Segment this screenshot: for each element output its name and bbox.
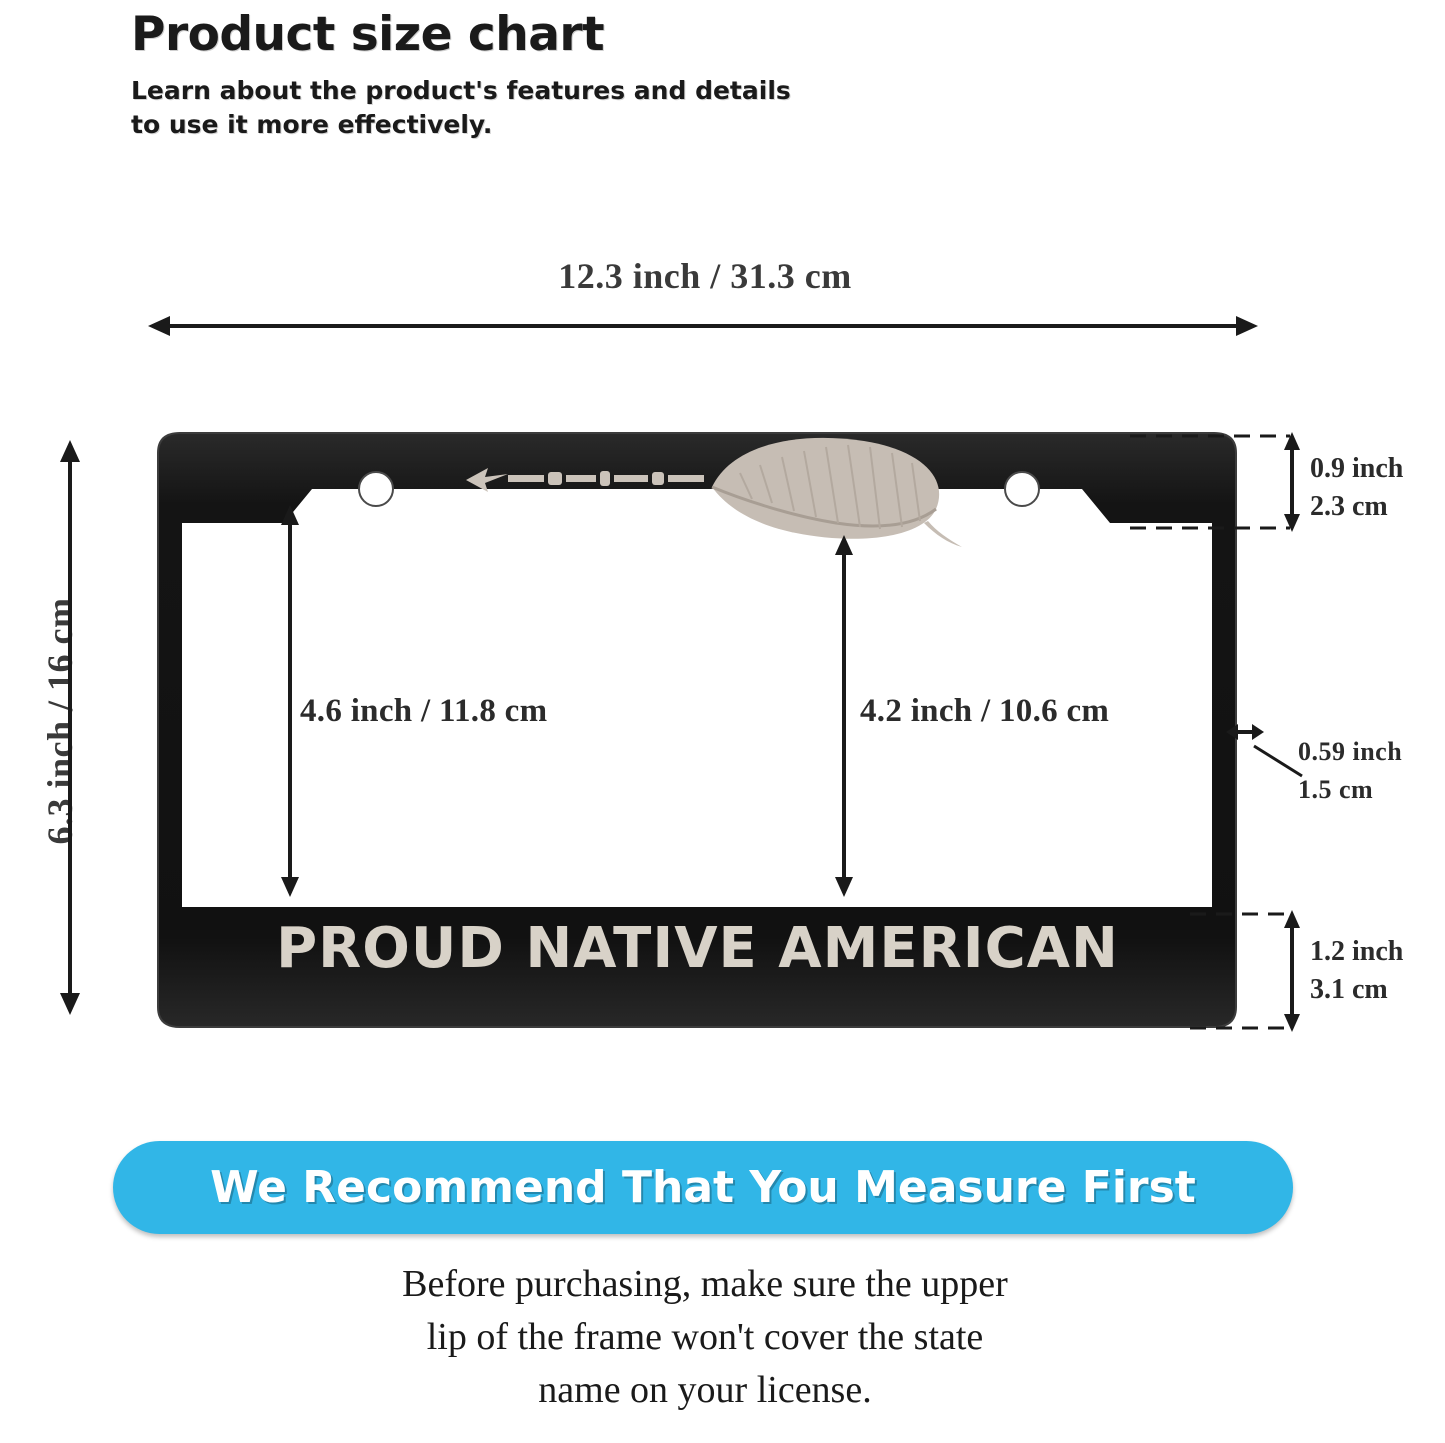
measure-first-banner: [113, 1141, 1293, 1234]
page-title: Product size chart: [131, 7, 605, 62]
bottom-lip-inch: 1.2 inch: [1310, 936, 1404, 967]
plate-slogan-text: PROUD NATIVE AMERICAN: [276, 916, 1119, 981]
page-subtitle: [131, 74, 1131, 142]
measure-first-banner-text: We Recommend That You Measure First: [210, 1162, 1196, 1213]
purchase-note: [150, 1258, 1260, 1417]
bottom-lip-callout: [1310, 933, 1403, 1009]
side-rail-callout: [1298, 733, 1402, 809]
page-subtitle-line-1: Learn about the product's features and details: [131, 76, 791, 105]
header: [131, 0, 1131, 142]
overall-height-arrow-icon: [57, 440, 83, 1015]
top-lip-callout: [1310, 450, 1403, 526]
overall-height-label: 6.3 inch / 16 cm: [40, 597, 80, 845]
purchase-note-line-2: lip of the frame won't cover the state: [426, 1316, 984, 1358]
purchase-note-line-3: name on your license.: [538, 1369, 872, 1411]
inner-right-height-label: 4.2 inch / 10.6 cm: [860, 693, 1110, 729]
inner-right-height-arrow-icon: [831, 535, 857, 897]
top-lip-inch: 0.9 inch: [1310, 453, 1404, 484]
inner-left-height-label: 4.6 inch / 11.8 cm: [300, 693, 548, 729]
page-subtitle-line-2: to use it more effectively.: [131, 110, 493, 139]
bottom-lip-cm: 3.1 cm: [1310, 974, 1388, 1005]
side-rail-inch: 0.59 inch: [1298, 737, 1403, 766]
overall-width-label: 12.3 inch / 31.3 cm: [558, 256, 852, 296]
overall-width-arrow-icon: [148, 313, 1258, 339]
side-rail-cm: 1.5 cm: [1298, 775, 1374, 804]
purchase-note-line-1: Before purchasing, make sure the upper: [402, 1263, 1008, 1305]
top-lip-cm: 2.3 cm: [1310, 491, 1388, 522]
